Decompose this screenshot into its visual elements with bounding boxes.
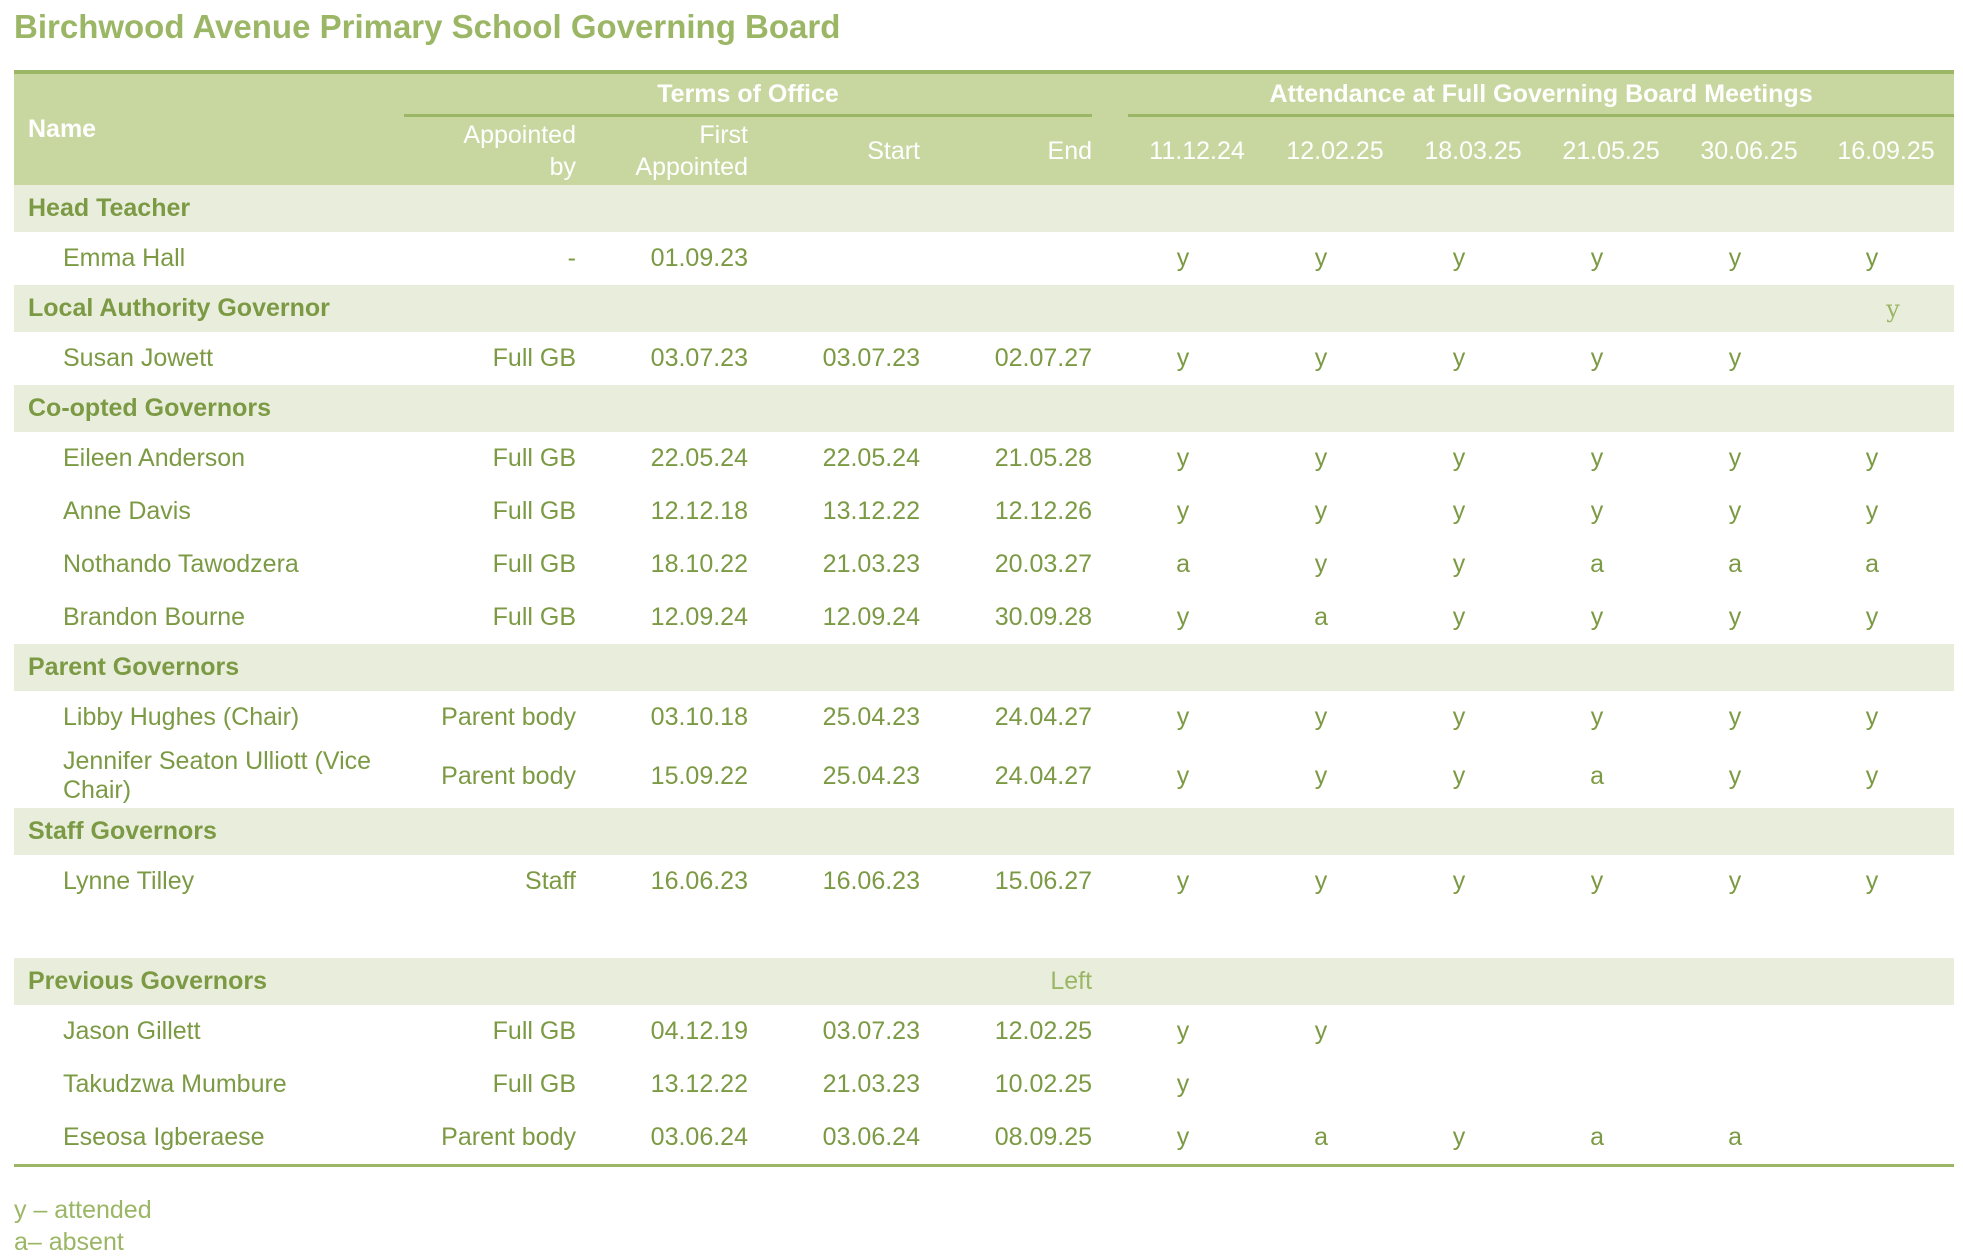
attendance-mark: y [1865, 703, 1879, 731]
attendance-mark: y [1728, 867, 1742, 895]
first-appointed: 04.12.19 [650, 1017, 748, 1045]
governor-name: Susan Jowett [63, 344, 214, 372]
attendance-mark: y [1176, 344, 1190, 372]
attendance-mark: y [1176, 444, 1190, 472]
term-start: 21.03.23 [822, 550, 920, 578]
meeting-date-header: 21.05.25 [1562, 137, 1660, 165]
attendance-mark: y [1176, 603, 1190, 631]
governor-name: Jason Gillett [63, 1017, 201, 1045]
governor-name: Takudzwa Mumbure [63, 1070, 287, 1098]
attendance-mark: y [1314, 244, 1328, 272]
attendance-mark: y [1728, 344, 1742, 372]
attendance-mark: y [1176, 497, 1190, 525]
attendance-mark: y [1590, 867, 1604, 895]
attendance-mark: a [1590, 550, 1604, 578]
attendance-mark [1404, 1005, 1542, 1058]
legend-attended: y – attended [14, 1196, 152, 1224]
attendance-header: Attendance at Full Governing Board Meetings [1128, 72, 1954, 116]
attendance-mark [1542, 1058, 1680, 1111]
governor-name: Nothando Tawodzera [63, 550, 299, 578]
attendance-mark: y [1404, 1111, 1542, 1166]
section-label: Parent Governors [28, 653, 240, 681]
attendance-mark: y [1452, 550, 1466, 578]
meeting-date-header: 30.06.25 [1700, 137, 1798, 165]
governor-name: Brandon Bourne [63, 603, 246, 631]
table-row [14, 1111, 1954, 1166]
attendance-mark: y [1314, 550, 1328, 578]
first-appointed: 15.09.22 [650, 761, 748, 790]
attendance-mark: y [1728, 603, 1742, 631]
appointed-by: - [567, 244, 576, 272]
governor-name: Libby Hughes (Chair) [63, 703, 300, 731]
section-head-teacher [14, 185, 1954, 232]
section-label: Previous Governors [28, 967, 267, 995]
term-end: 10.02.25 [994, 1070, 1093, 1098]
term-start: 03.07.23 [822, 1017, 920, 1045]
attendance-mark: y [1314, 867, 1328, 895]
meeting-date-header: 11.12.24 [1149, 137, 1245, 165]
attendance-mark: y [1728, 703, 1742, 731]
attendance-mark [1818, 1058, 1954, 1111]
term-start: 13.12.22 [822, 497, 920, 525]
governor-name: Eileen Anderson [63, 444, 246, 472]
attendance-mark: y [1176, 867, 1190, 895]
attendance-mark [1680, 1058, 1818, 1111]
term-start: 22.05.24 [822, 444, 920, 472]
term-start: 25.04.23 [822, 761, 920, 790]
attendance-mark [1542, 1005, 1680, 1058]
attendance-mark: y [1314, 344, 1328, 372]
appointed-by: Full GB [492, 603, 576, 631]
attendance-mark: y [1728, 444, 1742, 472]
attendance-mark: a [1680, 1111, 1818, 1166]
section-staff [14, 808, 1954, 855]
table-row [14, 691, 1954, 744]
attendance-mark: y [1176, 761, 1190, 790]
first-appointed: 03.07.23 [650, 344, 748, 372]
terms-of-office-header: Terms of Office [404, 72, 1092, 116]
term-end: 21.05.28 [994, 444, 1093, 472]
attendance-mark: y [1452, 244, 1466, 272]
attendance-mark: a [1314, 603, 1328, 631]
appointed-by: Full GB [492, 344, 576, 372]
attendance-mark: y [1452, 603, 1466, 631]
section-label: Staff Governors [28, 817, 217, 845]
attendance-mark: y [1176, 1070, 1190, 1098]
attendance-mark: y [1176, 244, 1190, 272]
attendance-mark: y [1590, 344, 1604, 372]
first-appointed: 12.12.18 [650, 497, 748, 525]
attendance-mark: y [1590, 703, 1604, 731]
term-end: 20.03.27 [994, 550, 1093, 578]
term-end: 24.04.27 [994, 761, 1093, 790]
name-column-header: Name [28, 115, 97, 143]
end-header: End [1047, 137, 1093, 165]
attendance-mark: y [1865, 761, 1879, 790]
legend [14, 1194, 152, 1258]
attendance-mark: y [1865, 444, 1879, 472]
start-header: Start [867, 137, 920, 165]
term-end: 08.09.25 [920, 1111, 1092, 1166]
attendance-mark: y [1865, 244, 1879, 272]
attendance-mark: y [1314, 497, 1328, 525]
attendance-mark: y [1590, 244, 1604, 272]
attendance-mark: y [1590, 603, 1604, 631]
appointed-by: Full GB [492, 1017, 576, 1045]
term-start: 16.06.23 [822, 867, 920, 895]
first-appointed: 18.10.22 [650, 550, 748, 578]
attendance-mark: y [1314, 703, 1328, 731]
first-appointed: 12.09.24 [650, 603, 748, 631]
first-appointed: 03.10.18 [650, 703, 748, 731]
appointed-by: Full GB [492, 444, 576, 472]
attendance-mark: y [1176, 1017, 1190, 1045]
attendance-mark: a [1728, 550, 1742, 578]
appointed-by: Full GB [492, 1070, 576, 1098]
table-row [14, 591, 1954, 644]
section-label: Co-opted Governors [28, 394, 272, 422]
attendance-mark: y [1128, 1111, 1266, 1166]
governor-name: Anne Davis [63, 497, 191, 525]
first-appointed-header: First Appointed [635, 121, 748, 181]
attendance-mark: y [1452, 344, 1466, 372]
appointed-by: Parent body [441, 761, 576, 790]
first-appointed: 16.06.23 [650, 867, 748, 895]
term-end: 15.06.27 [994, 867, 1093, 895]
attendance-mark [1266, 1058, 1404, 1111]
attendance-mark: y [1590, 444, 1604, 472]
table-row [14, 1058, 1954, 1111]
section-label: Head Teacher [28, 194, 191, 222]
first-appointed: 01.09.23 [650, 244, 748, 272]
meeting-date-header: 12.02.25 [1286, 137, 1384, 165]
first-appointed: 22.05.24 [650, 444, 748, 472]
attendance-mark: y [1314, 1017, 1328, 1045]
table-row [14, 432, 1954, 485]
section-co-opted [14, 385, 1954, 432]
appointed-by: Parent body [441, 703, 576, 731]
term-start: 03.07.23 [822, 344, 920, 372]
table-row [14, 1005, 1954, 1058]
attendance-mark: y [1314, 444, 1328, 472]
term-end: 30.09.28 [994, 603, 1093, 631]
meeting-date-header: 16.09.25 [1837, 137, 1935, 165]
term-end: 12.12.26 [994, 497, 1093, 525]
section-previous [14, 958, 1954, 1005]
table-row [14, 485, 1954, 538]
governor-name: Lynne Tilley [63, 867, 195, 895]
attendance-mark: y [1590, 497, 1604, 525]
term-end [920, 232, 1092, 285]
first-appointed: 13.12.22 [650, 1070, 748, 1098]
appointed-by: Staff [525, 867, 576, 895]
page-title: Birchwood Avenue Primary School Governing Board [14, 8, 841, 45]
attendance-mark: y [1314, 761, 1328, 790]
table-row [14, 538, 1954, 591]
section-local-authority [14, 285, 1954, 332]
attendance-mark: y [1865, 603, 1879, 631]
term-start: 12.09.24 [822, 603, 920, 631]
term-start: 03.06.24 [748, 1111, 920, 1166]
attendance-mark: y [1865, 497, 1879, 525]
attendance-mark [1818, 1111, 1954, 1166]
header-gap [1092, 72, 1128, 116]
attendance-mark: y [1452, 497, 1466, 525]
spacer-row [14, 908, 1954, 958]
attendance-mark: y [1728, 244, 1742, 272]
table-row [14, 744, 1954, 808]
term-end: 02.07.27 [994, 344, 1093, 372]
governor-name: Emma Hall [63, 244, 186, 272]
appointed-by-header: Appointed by [463, 121, 576, 181]
attendance-mark: a [1542, 1111, 1680, 1166]
term-start [748, 232, 920, 285]
term-start: 21.03.23 [822, 1070, 920, 1098]
stray-attendance-mark: y [1886, 294, 1900, 323]
table-row [14, 332, 1954, 385]
table-row [14, 232, 1954, 285]
attendance-mark: y [1176, 703, 1190, 731]
attendance-mark [1680, 1005, 1818, 1058]
attendance-mark: y [1452, 444, 1466, 472]
appointed-by: Parent body [404, 1111, 576, 1166]
attendance-mark: a [1590, 761, 1604, 790]
section-parent [14, 644, 1954, 691]
term-end: 24.04.27 [994, 703, 1093, 731]
governor-name: Eseosa Igberaese [14, 1111, 404, 1166]
appointed-by: Full GB [492, 497, 576, 525]
attendance-mark: y [1728, 497, 1742, 525]
governor-name: Jennifer Seaton Ulliott (Vice Chair) [63, 747, 372, 804]
attendance-mark: a [1176, 550, 1190, 578]
attendance-mark [1818, 1005, 1954, 1058]
attendance-mark: y [1728, 761, 1742, 790]
attendance-mark: a [1266, 1111, 1404, 1166]
term-end: 12.02.25 [994, 1017, 1093, 1045]
appointed-by: Full GB [492, 550, 576, 578]
first-appointed: 03.06.24 [576, 1111, 748, 1166]
legend-absent: a– absent [14, 1228, 124, 1256]
left-column-label: Left [1050, 967, 1093, 995]
attendance-mark [1818, 332, 1954, 385]
attendance-mark: a [1865, 550, 1879, 578]
section-label: Local Authority Governor [28, 294, 330, 322]
table-header [14, 72, 1954, 185]
attendance-mark [1404, 1058, 1542, 1111]
table-row [14, 855, 1954, 908]
term-start: 25.04.23 [822, 703, 920, 731]
attendance-mark: y [1452, 703, 1466, 731]
meeting-date-header: 18.03.25 [1424, 137, 1522, 165]
attendance-mark: y [1452, 867, 1466, 895]
attendance-mark: y [1865, 867, 1879, 895]
attendance-mark: y [1452, 761, 1466, 790]
governors-table [14, 70, 1954, 1167]
